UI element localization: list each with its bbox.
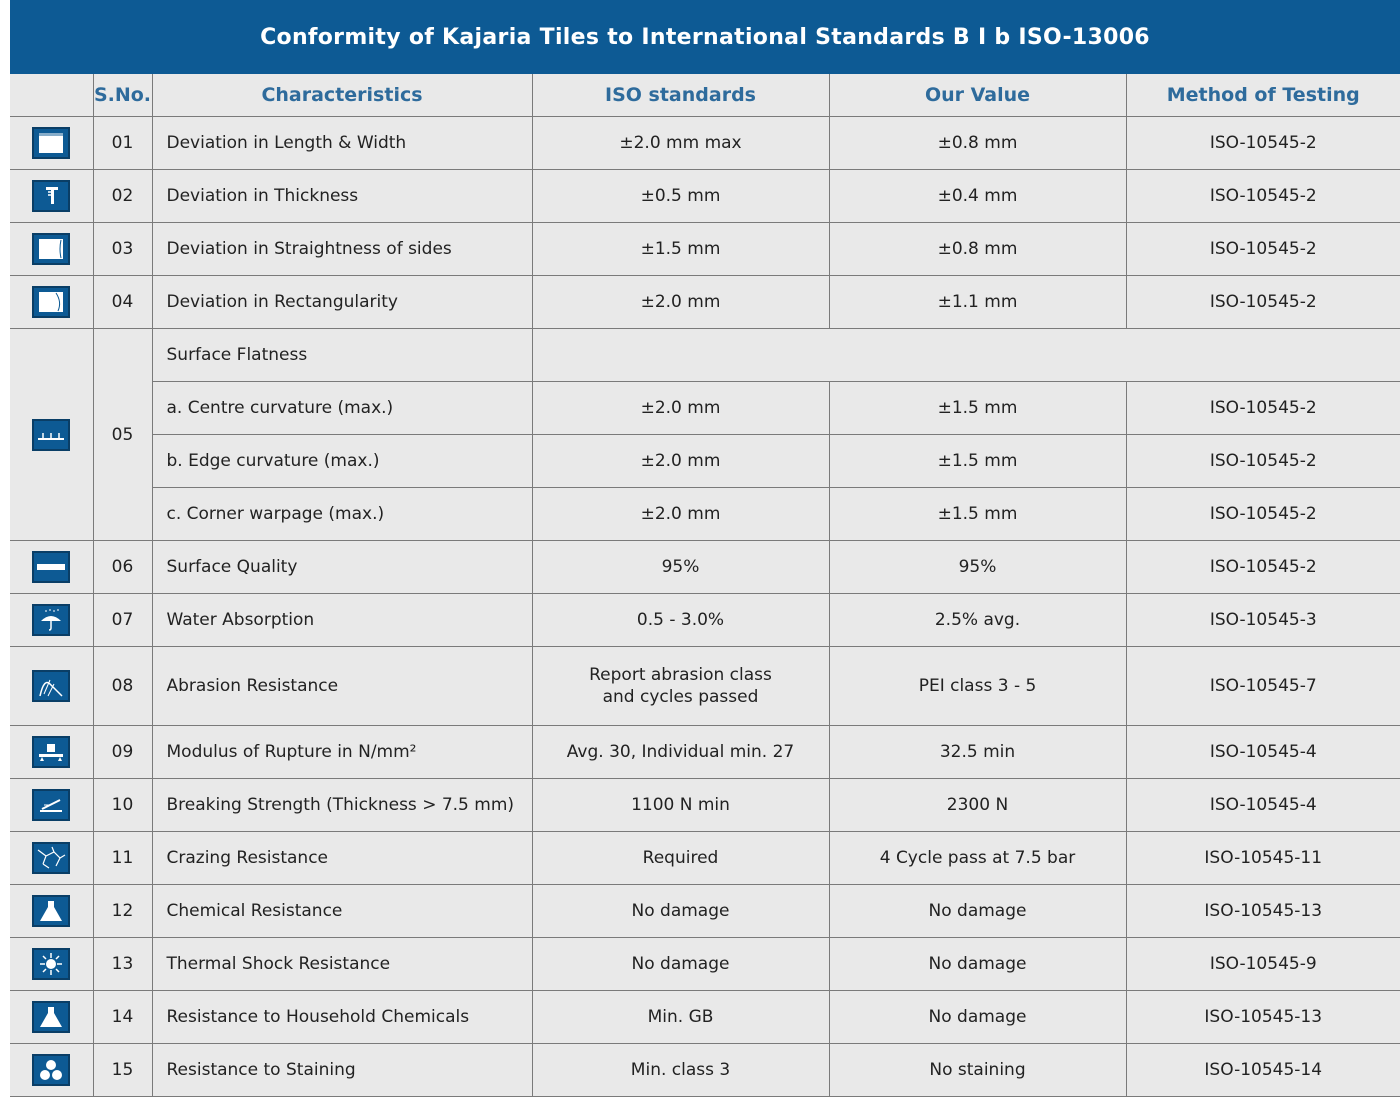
cell-characteristic: Resistance to Staining [152,1044,532,1097]
cell-method: ISO-10545-2 [1126,223,1400,276]
cell-our-value: ±0.4 mm [829,170,1126,223]
surface-quality-icon [32,551,70,583]
header-method: Method of Testing [1126,74,1400,117]
cell-sno: 04 [93,276,152,329]
header-our-value: Our Value [829,74,1126,117]
cell-characteristic: Water Absorption [152,594,532,647]
cell-method: ISO-10545-13 [1126,991,1400,1044]
table-row [10,938,1400,991]
cell-sno: 03 [93,223,152,276]
cell-iso: ±2.0 mm [532,382,829,435]
cell-sno: 14 [93,991,152,1044]
cell-characteristic: Deviation in Thickness [152,170,532,223]
cell-characteristic: Deviation in Length & Width [152,117,532,170]
cell-characteristic: a. Centre curvature (max.) [152,382,532,435]
standards-table [10,74,1400,1097]
flask-icon [32,1001,70,1033]
cell-iso: No damage [532,885,829,938]
table-row [10,488,1400,541]
cell-characteristic: Thermal Shock Resistance [152,938,532,991]
cell-method: ISO-10545-2 [1126,276,1400,329]
cell-characteristic: Crazing Resistance [152,832,532,885]
cell-iso: No damage [532,938,829,991]
cell-method: ISO-10545-2 [1126,488,1400,541]
cell-sno: 02 [93,170,152,223]
cell-iso: ±2.0 mm [532,276,829,329]
abrasion-icon [32,670,70,702]
cell-iso: ±2.0 mm max [532,117,829,170]
cell-characteristic: Surface Quality [152,541,532,594]
length-width-icon [32,127,70,159]
staining-icon [32,1054,70,1086]
cell-iso: Min. class 3 [532,1044,829,1097]
caliper-icon [32,180,70,212]
header-characteristics: Characteristics [152,74,532,117]
table-row [10,329,1400,382]
cell-iso: 0.5 - 3.0% [532,594,829,647]
cell-method: ISO-10545-7 [1126,647,1400,726]
cell-characteristic: Chemical Resistance [152,885,532,938]
cell-method: ISO-10545-14 [1126,1044,1400,1097]
header-row [10,74,1400,117]
cell-characteristic: Deviation in Straightness of sides [152,223,532,276]
cell-our-value: No damage [829,938,1126,991]
straightness-icon [32,233,70,265]
table-row [10,382,1400,435]
cell-sno: 10 [93,779,152,832]
cell-sno: 11 [93,832,152,885]
cell-our-value: ±0.8 mm [829,117,1126,170]
cell-our-value: PEI class 3 - 5 [829,647,1126,726]
cell-method: ISO-10545-2 [1126,541,1400,594]
thermal-shock-icon [32,948,70,980]
cell-method: ISO-10545-2 [1126,435,1400,488]
header-icon [10,74,93,117]
cell-our-value: 32.5 min [829,726,1126,779]
table-row [10,726,1400,779]
cell-characteristic: b. Edge curvature (max.) [152,435,532,488]
cell-empty [532,329,1400,382]
cell-iso: ±2.0 mm [532,435,829,488]
cell-our-value: 4 Cycle pass at 7.5 bar [829,832,1126,885]
cell-characteristic: Breaking Strength (Thickness > 7.5 mm) [152,779,532,832]
cell-iso: 95% [532,541,829,594]
cell-characteristic: Modulus of Rupture in N/mm² [152,726,532,779]
rupture-icon [32,736,70,768]
cell-method: ISO-10545-3 [1126,594,1400,647]
table-row [10,276,1400,329]
cell-characteristic: Surface Flatness [152,329,532,382]
breaking-strength-icon [32,789,70,821]
cell-iso: Required [532,832,829,885]
crazing-icon [32,842,70,874]
cell-sno: 06 [93,541,152,594]
cell-sno: 12 [93,885,152,938]
cell-method: ISO-10545-13 [1126,885,1400,938]
umbrella-icon [32,604,70,636]
cell-method: ISO-10545-2 [1126,382,1400,435]
cell-our-value: ±1.1 mm [829,276,1126,329]
cell-our-value: No damage [829,991,1126,1044]
header-iso: ISO standards [532,74,829,117]
cell-our-value: 2300 N [829,779,1126,832]
cell-iso: ±0.5 mm [532,170,829,223]
cell-sno: 01 [93,117,152,170]
cell-our-value: 2.5% avg. [829,594,1126,647]
cell-method: ISO-10545-2 [1126,117,1400,170]
table-title: Conformity of Kajaria Tiles to International Standards B I b ISO-13006 [10,0,1400,74]
cell-iso: 1100 N min [532,779,829,832]
table-row [10,594,1400,647]
table-row [10,885,1400,938]
cell-iso: ±1.5 mm [532,223,829,276]
cell-sno: 08 [93,647,152,726]
cell-method: ISO-10545-2 [1126,170,1400,223]
table-row [10,1044,1400,1097]
cell-our-value: 95% [829,541,1126,594]
table-row [10,223,1400,276]
table-row [10,832,1400,885]
cell-iso: Min. GB [532,991,829,1044]
cell-sno: 15 [93,1044,152,1097]
cell-our-value: ±1.5 mm [829,382,1126,435]
cell-iso [532,647,829,726]
cell-sno: 05 [93,329,152,541]
table-row [10,435,1400,488]
cell-our-value: ±1.5 mm [829,435,1126,488]
cell-our-value: No damage [829,885,1126,938]
table-row [10,541,1400,594]
header-sno: S.No. [93,74,152,117]
cell-method: ISO-10545-4 [1126,779,1400,832]
cell-iso: Avg. 30, Individual min. 27 [532,726,829,779]
cell-characteristic: Resistance to Household Chemicals [152,991,532,1044]
cell-sno: 09 [93,726,152,779]
flask-icon [32,895,70,927]
cell-our-value: ±1.5 mm [829,488,1126,541]
iso-line-1: Report abrasion class [589,665,772,685]
cell-characteristic: Deviation in Rectangularity [152,276,532,329]
cell-sno: 07 [93,594,152,647]
cell-our-value: ±0.8 mm [829,223,1126,276]
cell-characteristic: Abrasion Resistance [152,647,532,726]
cell-iso: ±2.0 mm [532,488,829,541]
table-row [10,779,1400,832]
table-row [10,647,1400,726]
cell-characteristic: c. Corner warpage (max.) [152,488,532,541]
table-row [10,117,1400,170]
cell-method: ISO-10545-4 [1126,726,1400,779]
table-row [10,170,1400,223]
iso-line-2: and cycles passed [602,687,759,707]
cell-method: ISO-10545-11 [1126,832,1400,885]
cell-sno: 13 [93,938,152,991]
cell-method: ISO-10545-9 [1126,938,1400,991]
flatness-icon [32,419,70,451]
rectangularity-icon [32,286,70,318]
table-row [10,991,1400,1044]
cell-our-value: No staining [829,1044,1126,1097]
